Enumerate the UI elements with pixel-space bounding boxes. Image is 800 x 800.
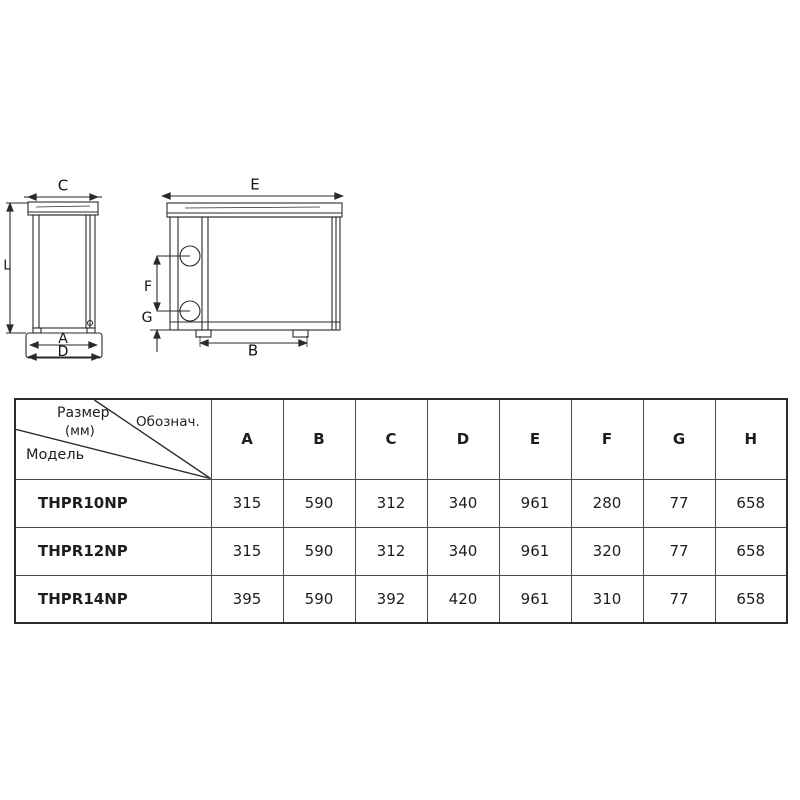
corner-size-unit: (мм) bbox=[65, 424, 95, 439]
model-name: THPR10NP bbox=[15, 479, 211, 527]
cell-value: 315 bbox=[211, 479, 283, 527]
cell-value: 312 bbox=[355, 479, 427, 527]
cell-value: 340 bbox=[427, 527, 499, 575]
table-corner-cell bbox=[15, 399, 211, 479]
col-header-G: G bbox=[643, 399, 715, 479]
cell-value: 590 bbox=[283, 479, 355, 527]
dim-label-B: B bbox=[247, 341, 259, 360]
cell-value: 395 bbox=[211, 575, 283, 623]
cell-value: 320 bbox=[571, 527, 643, 575]
cell-value: 392 bbox=[355, 575, 427, 623]
col-header-D: D bbox=[427, 399, 499, 479]
cell-value: 420 bbox=[427, 575, 499, 623]
table-row bbox=[15, 575, 787, 623]
col-header-F: F bbox=[571, 399, 643, 479]
dim-label-G: G bbox=[141, 310, 153, 326]
table-row bbox=[15, 527, 787, 575]
cell-value: 961 bbox=[499, 575, 571, 623]
side-view bbox=[6, 197, 102, 358]
dimensions-table bbox=[14, 398, 788, 624]
cell-value: 312 bbox=[355, 527, 427, 575]
model-name: THPR14NP bbox=[15, 575, 211, 623]
cell-value: 658 bbox=[715, 527, 787, 575]
cell-value: 590 bbox=[283, 575, 355, 623]
dim-label-L: L bbox=[3, 258, 11, 274]
technical-drawing bbox=[0, 170, 360, 370]
dim-label-F: F bbox=[143, 279, 153, 295]
drawing-linework bbox=[0, 170, 360, 370]
cell-value: 77 bbox=[643, 479, 715, 527]
model-name: THPR12NP bbox=[15, 527, 211, 575]
dim-label-C: C bbox=[57, 176, 69, 195]
front-view bbox=[150, 196, 343, 352]
cell-value: 280 bbox=[571, 479, 643, 527]
cell-value: 77 bbox=[643, 575, 715, 623]
cell-value: 961 bbox=[499, 527, 571, 575]
col-header-A: A bbox=[211, 399, 283, 479]
corner-model-label: Модель bbox=[26, 447, 85, 463]
cell-value: 315 bbox=[211, 527, 283, 575]
cell-value: 77 bbox=[643, 527, 715, 575]
col-header-H: H bbox=[715, 399, 787, 479]
corner-designation-label: Обознач. bbox=[136, 414, 200, 430]
col-header-E: E bbox=[499, 399, 571, 479]
dim-label-D: D bbox=[57, 344, 69, 360]
table-header-row bbox=[15, 399, 787, 479]
dim-label-A: A bbox=[58, 331, 68, 347]
cell-value: 658 bbox=[715, 479, 787, 527]
cell-value: 961 bbox=[499, 479, 571, 527]
cell-value: 310 bbox=[571, 575, 643, 623]
corner-size-label: Размер bbox=[57, 405, 110, 421]
cell-value: 658 bbox=[715, 575, 787, 623]
col-header-C: C bbox=[355, 399, 427, 479]
cell-value: 590 bbox=[283, 527, 355, 575]
dim-label-E: E bbox=[250, 175, 260, 194]
col-header-B: B bbox=[283, 399, 355, 479]
cell-value: 340 bbox=[427, 479, 499, 527]
table-row bbox=[15, 479, 787, 527]
corner-diagonals bbox=[16, 400, 211, 479]
